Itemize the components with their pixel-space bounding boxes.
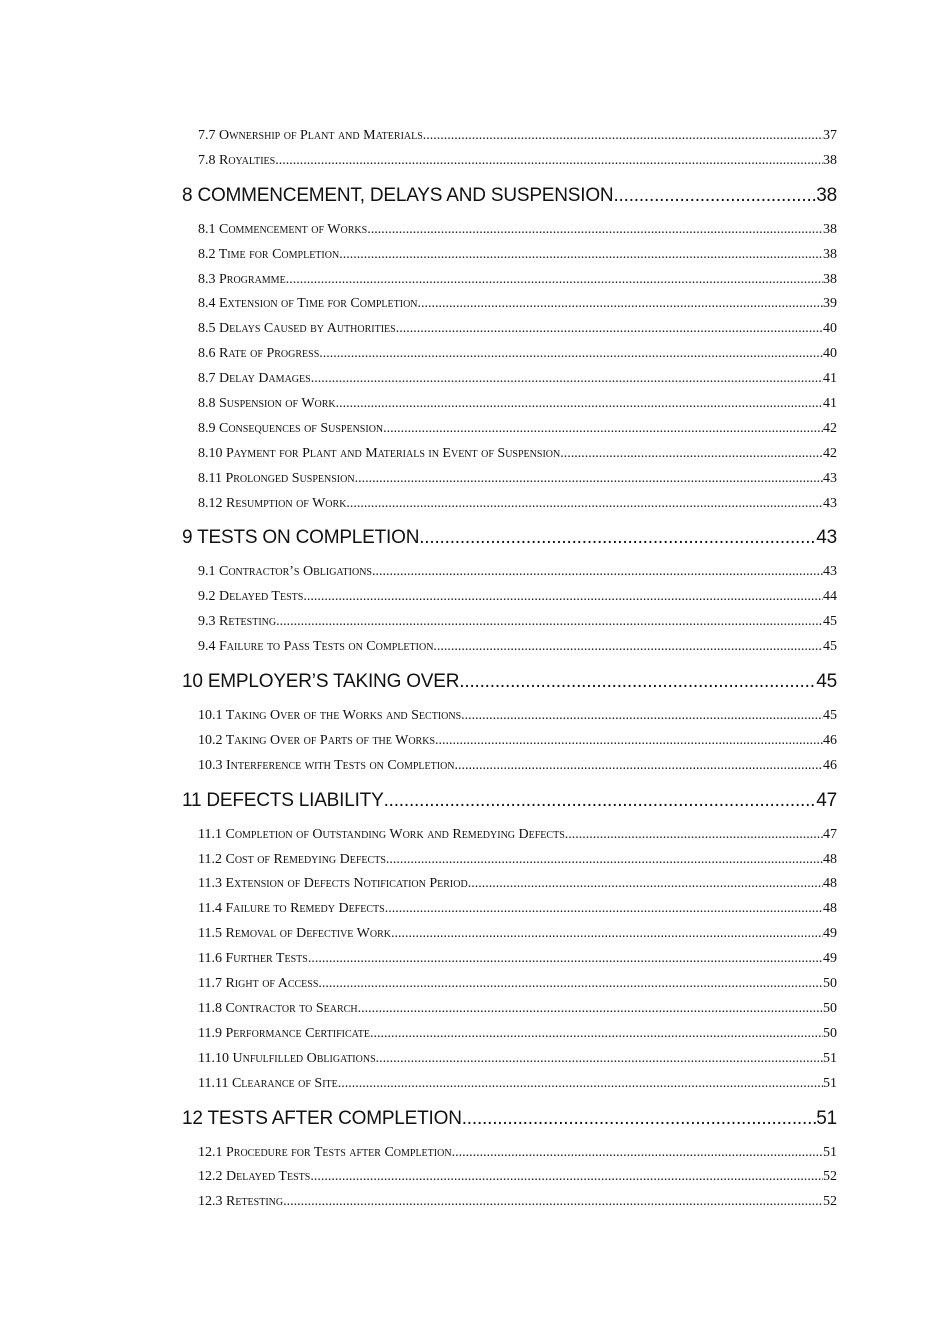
dot-leader [433, 635, 823, 660]
toc-entry-title: 8.1 Commencement of Works [198, 221, 368, 237]
dot-leader [435, 729, 823, 754]
toc-entry-title: 10.3 Interference with Tests on Completion [198, 757, 455, 773]
dot-leader [455, 754, 823, 779]
dot-leader [461, 704, 823, 729]
toc-section-title: 8 COMMENCEMENT, DELAYS AND SUSPENSION [182, 184, 614, 206]
toc-entry-11-5[interactable] [198, 922, 837, 947]
toc-section-9[interactable] [182, 516, 837, 560]
dot-leader [452, 1141, 823, 1166]
toc-section-10[interactable] [182, 660, 837, 704]
toc-page-number: 38 [823, 152, 837, 168]
toc-entry-7-8[interactable] [198, 149, 837, 174]
toc-entry-title: 8.12 Resumption of Work [198, 495, 347, 511]
dot-leader [459, 660, 816, 704]
toc-page-number: 51 [823, 1050, 837, 1066]
toc-page-number: 44 [823, 589, 837, 605]
toc-section-12[interactable] [182, 1097, 837, 1141]
dot-leader [311, 367, 823, 392]
toc-page-number: 43 [816, 527, 837, 549]
dot-leader [423, 124, 823, 149]
dot-leader [338, 1072, 823, 1097]
dot-leader [303, 585, 823, 610]
toc-entry-title: 8.8 Suspension of Work [198, 396, 336, 412]
dot-leader [386, 848, 823, 873]
dot-leader [283, 1190, 823, 1215]
toc-entry-8-12[interactable] [198, 492, 837, 517]
toc-page-number: 50 [823, 1025, 837, 1041]
toc-entry-10-2[interactable] [198, 729, 837, 754]
toc-page-number: 43 [823, 495, 837, 511]
toc-page-number: 37 [823, 128, 837, 143]
dot-leader [396, 317, 823, 342]
dot-leader [383, 417, 823, 442]
dot-leader [560, 442, 823, 467]
toc-entry-9-1[interactable] [198, 560, 837, 585]
toc-entry-title: 8.9 Consequences of Suspension [198, 420, 384, 436]
toc-entry-title: 11.1 Completion of Outstanding Work and Remedying Defects [198, 826, 565, 842]
dot-leader [308, 947, 823, 972]
dot-leader [276, 610, 823, 635]
toc-entry-title: 11.3 Extension of Defects Notification Period [198, 876, 468, 892]
dot-leader [286, 268, 823, 293]
toc-entry-8-6[interactable] [198, 342, 837, 367]
toc-entry-11-3[interactable] [198, 872, 837, 897]
toc-entry-title: 11.7 Right of Access [198, 976, 319, 992]
toc-entry-8-4[interactable] [198, 292, 837, 317]
toc-entry-title: 12.3 Retesting [198, 1194, 284, 1210]
toc-page-number: 47 [816, 789, 837, 811]
toc-entry-title: 7.8 Royalties [198, 152, 276, 168]
toc-entry-11-8[interactable] [198, 997, 837, 1022]
toc-page-number: 45 [823, 614, 837, 630]
toc-entry-11-9[interactable] [198, 1022, 837, 1047]
dot-leader [355, 467, 823, 492]
toc-entry-title: 9.4 Failure to Pass Tests on Completion [198, 639, 434, 655]
toc-entry-11-10[interactable] [198, 1047, 837, 1072]
toc-entry-title: 11.9 Performance Certificate [198, 1025, 370, 1041]
dot-leader [418, 292, 823, 317]
dot-leader [391, 922, 823, 947]
toc-page-number: 50 [823, 1000, 837, 1016]
dot-leader [419, 516, 816, 560]
toc-section-title: 11 DEFECTS LIABILITY [182, 789, 384, 811]
toc-section-title: 12 TESTS AFTER COMPLETION [182, 1107, 462, 1129]
toc-page-number: 38 [823, 246, 837, 262]
toc-page-number: 51 [816, 1107, 837, 1129]
toc-entry-8-8[interactable] [198, 392, 837, 417]
toc-page-number: 45 [823, 639, 837, 655]
dot-leader [376, 1047, 823, 1072]
toc-entry-9-2[interactable] [198, 585, 837, 610]
dot-leader [319, 342, 823, 367]
toc-entry-11-1[interactable] [198, 823, 837, 848]
toc-entry-title: 8.2 Time for Completion [198, 246, 340, 262]
toc-page-number: 48 [823, 901, 837, 917]
toc-page-number: 43 [823, 564, 837, 580]
toc-entry-title: 8.5 Delays Caused by Authorities [198, 321, 396, 337]
toc-section-title: 9 TESTS ON COMPLETION [182, 527, 420, 549]
toc-page-number: 51 [823, 1075, 837, 1091]
toc-page-number: 46 [823, 757, 837, 773]
toc-page-number: 43 [823, 470, 837, 486]
toc-entry-title: 11.10 Unfulfilled Obligations [198, 1050, 376, 1066]
toc-page-number: 41 [823, 371, 837, 387]
toc-entry-8-10[interactable] [198, 442, 837, 467]
toc-page-number: 38 [823, 271, 837, 287]
toc-entry-9-4[interactable] [198, 635, 837, 660]
toc-entry-8-1[interactable] [198, 218, 837, 243]
toc-entry-title: 10.1 Taking Over of the Works and Sections [198, 708, 462, 724]
toc-entry-11-2[interactable] [198, 848, 837, 873]
toc-section-title: 10 EMPLOYER’S TAKING OVER [182, 671, 460, 693]
toc-entry-title: 11.4 Failure to Remedy Defects [198, 901, 385, 917]
toc-entry-title: 8.3 Programme [198, 271, 286, 287]
toc-entry-11-4[interactable] [198, 897, 837, 922]
dot-leader [468, 872, 823, 897]
toc-entry-8-9[interactable] [198, 417, 837, 442]
toc-entry-title: 12.1 Procedure for Tests after Completion [198, 1144, 452, 1160]
toc-entry-8-2[interactable] [198, 243, 837, 268]
dot-leader [358, 997, 823, 1022]
toc-entry-12-2[interactable] [198, 1165, 837, 1190]
dot-leader [385, 897, 823, 922]
toc-entry-title: 8.4 Extension of Time for Completion [198, 296, 418, 312]
toc-page-number: 52 [823, 1194, 837, 1210]
dot-leader [336, 392, 823, 417]
dot-leader [275, 149, 823, 174]
toc-page-number: 47 [823, 826, 837, 842]
toc-entry-title: 9.3 Retesting [198, 614, 277, 630]
toc-entry-title: 8.11 Prolonged Suspension [198, 470, 355, 486]
toc-entry-title: 11.2 Cost of Remedying Defects [198, 851, 386, 867]
toc-entry-title: 11.8 Contractor to Search [198, 1000, 358, 1016]
dot-leader [339, 243, 823, 268]
toc-entry-8-3[interactable] [198, 268, 837, 293]
toc-page-number: 38 [823, 221, 837, 237]
toc-entry-7-7[interactable] [198, 124, 837, 149]
dot-leader [613, 174, 816, 218]
toc-entry-title: 11.11 Clearance of Site [198, 1075, 338, 1091]
toc-page-number: 49 [823, 926, 837, 942]
toc-entry-9-3[interactable] [198, 610, 837, 635]
toc-entry-12-3[interactable] [198, 1190, 837, 1215]
toc-entry-title: 8.7 Delay Damages [198, 371, 311, 387]
toc-page-number: 41 [823, 396, 837, 412]
toc-page-number: 46 [823, 732, 837, 748]
toc-page-number: 45 [823, 708, 837, 724]
dot-leader [346, 492, 823, 517]
toc-entry-title: 11.6 Further Tests [198, 951, 308, 967]
dot-leader [370, 1022, 823, 1047]
dot-leader [565, 823, 823, 848]
toc-page-number: 51 [823, 1144, 837, 1160]
toc-page-number: 50 [823, 976, 837, 992]
toc-page-number: 49 [823, 951, 837, 967]
toc-page-number: 45 [816, 671, 837, 693]
toc-section-11[interactable] [182, 779, 837, 823]
toc-entry-title: 9.1 Contractor’s Obligations [198, 564, 372, 580]
toc-entry-title: 12.2 Delayed Tests [198, 1169, 311, 1185]
toc-entry-title: 9.2 Delayed Tests [198, 589, 304, 605]
dot-leader [462, 1097, 817, 1141]
toc-entry-8-7[interactable] [198, 367, 837, 392]
dot-leader [372, 560, 823, 585]
toc-entry-11-11[interactable] [198, 1072, 837, 1097]
dot-leader [384, 779, 817, 823]
toc-entry-11-7[interactable] [198, 972, 837, 997]
toc-page-number: 48 [823, 876, 837, 892]
toc-entry-10-3[interactable] [198, 754, 837, 779]
toc-entry-12-1[interactable] [198, 1141, 837, 1166]
toc-page-number: 42 [823, 445, 837, 461]
toc-page-number: 39 [823, 296, 837, 312]
toc-page-number: 40 [823, 321, 837, 337]
toc-entry-title: 11.5 Removal of Defective Work [198, 926, 391, 942]
toc-entry-10-1[interactable] [198, 704, 837, 729]
table-of-contents [182, 124, 837, 1215]
toc-page-number: 48 [823, 851, 837, 867]
toc-entry-8-5[interactable] [198, 317, 837, 342]
toc-page-number: 52 [823, 1169, 837, 1185]
toc-entry-title: 8.10 Payment for Plant and Materials in Event of Suspension [198, 445, 561, 461]
toc-entry-11-6[interactable] [198, 947, 837, 972]
toc-section-8[interactable] [182, 174, 837, 218]
toc-entry-title: 8.6 Rate of Progress [198, 346, 320, 362]
toc-page-number: 38 [816, 184, 837, 206]
toc-entry-8-11[interactable] [198, 467, 837, 492]
dot-leader [318, 972, 823, 997]
dot-leader [367, 218, 823, 243]
toc-page-number: 42 [823, 420, 837, 436]
toc-page-number: 40 [823, 346, 837, 362]
toc-entry-title: 10.2 Taking Over of Parts of the Works [198, 732, 436, 748]
toc-entry-title: 7.7 Ownership of Plant and Materials [198, 128, 423, 143]
dot-leader [310, 1165, 823, 1190]
